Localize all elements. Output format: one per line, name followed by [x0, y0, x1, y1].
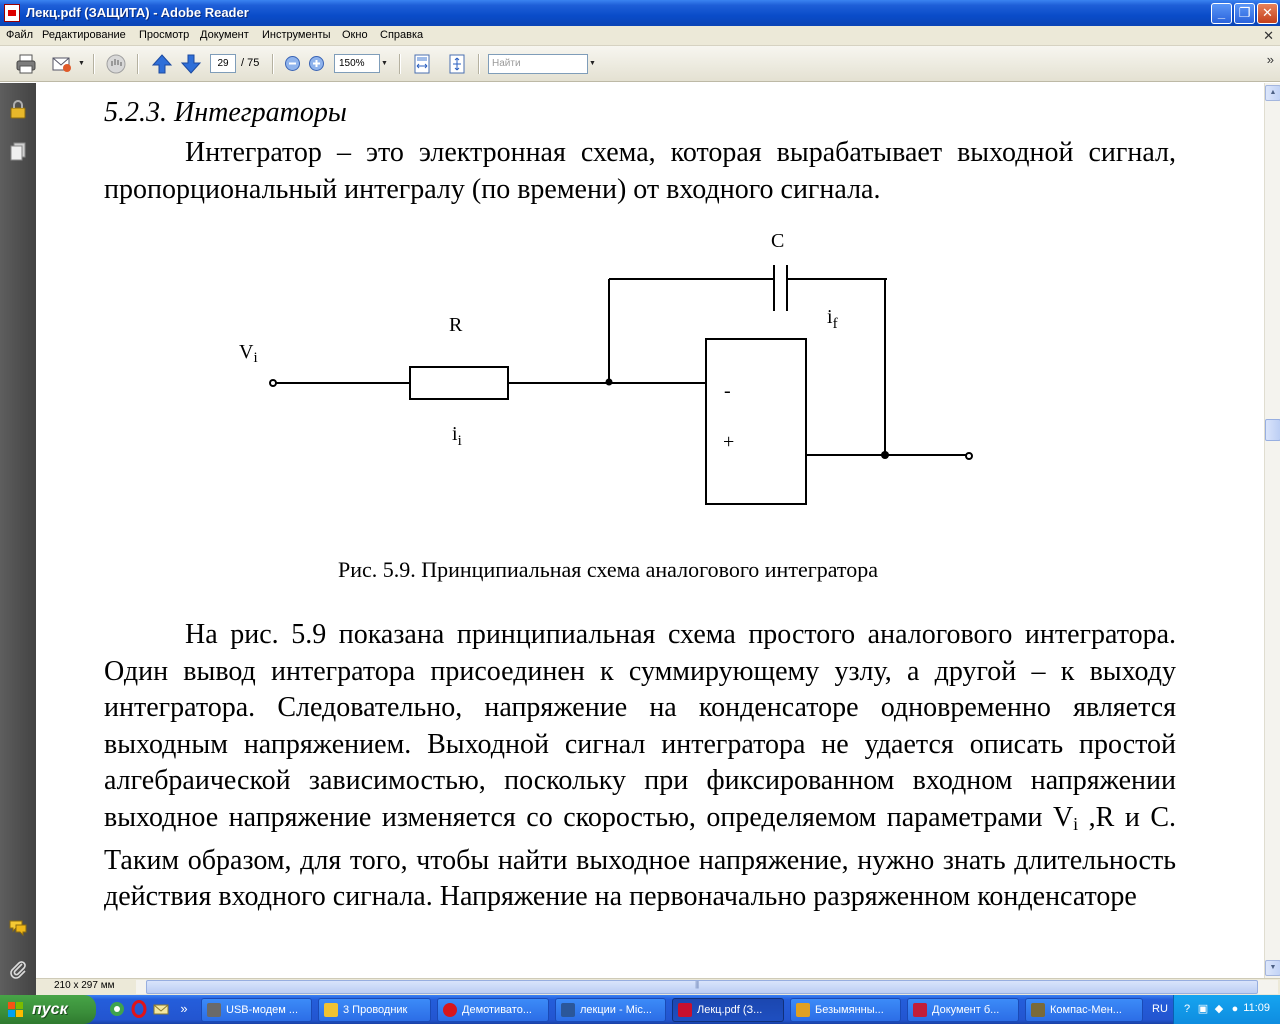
minimize-button[interactable]: _ — [1211, 3, 1232, 24]
toolbar-options-icon[interactable]: » — [1266, 52, 1274, 67]
menu-close-icon[interactable]: ✕ — [1263, 28, 1274, 43]
output-terminal — [966, 453, 972, 459]
horizontal-scrollbar[interactable] — [136, 980, 1278, 994]
language-indicator[interactable]: RU — [1152, 1003, 1168, 1015]
page-total: / 75 — [241, 57, 260, 69]
menu-bar — [0, 26, 1280, 46]
label-vi: $V_i$ — [239, 341, 258, 366]
task-kompas[interactable]: Компас-Мен... — [1025, 998, 1143, 1022]
arrow-icon[interactable]: » — [180, 1001, 188, 1016]
arrow-down-icon[interactable] — [179, 52, 203, 76]
fit-page-icon[interactable] — [445, 52, 469, 76]
task-word[interactable]: лекции - Mic... — [555, 998, 666, 1022]
document-view[interactable] — [36, 83, 1264, 978]
menu-view[interactable]: Просмотр — [139, 29, 190, 41]
task-usb-modem[interactable]: USB-модем ... — [201, 998, 312, 1022]
page-size: 210 x 297 мм — [54, 980, 115, 991]
window-title: Лекц.pdf (ЗАЩИТА) - Adobe Reader — [26, 5, 249, 20]
taskbar — [0, 995, 1280, 1024]
hand-tool-icon[interactable] — [104, 52, 128, 76]
label-if: $i_f$ — [827, 306, 838, 332]
menu-help[interactable]: Справка — [380, 29, 424, 41]
page-number-input[interactable]: 29 — [210, 54, 236, 73]
resistor — [410, 367, 508, 399]
task-paint[interactable]: Безымянны... — [790, 998, 901, 1022]
search-dropdown-icon[interactable]: ▼ — [589, 60, 596, 67]
menu-tools[interactable]: Инструменты — [262, 29, 331, 41]
horizontal-scroll-thumb[interactable] — [146, 980, 1258, 994]
lock-icon[interactable] — [8, 99, 28, 119]
zoom-in-icon[interactable] — [307, 54, 326, 73]
arrow-up-icon[interactable] — [150, 52, 174, 76]
label-noninverting-input: + — [723, 431, 735, 453]
zoom-dropdown-icon[interactable]: ▼ — [381, 60, 388, 67]
section-heading: 5.2.3. Интеграторы — [104, 97, 347, 128]
email-icon[interactable] — [50, 52, 74, 76]
label-ii: $i_i$ — [452, 423, 462, 449]
vertical-scrollbar[interactable] — [1264, 83, 1280, 978]
task-opera[interactable]: Демотивато... — [437, 998, 549, 1022]
title-bar — [0, 0, 1280, 26]
label-capacitor: C — [771, 230, 785, 252]
email-dropdown-icon[interactable]: ▼ — [78, 60, 85, 67]
attachments-icon[interactable] — [8, 959, 28, 979]
zoom-level-select[interactable]: 150% — [334, 54, 380, 73]
tray-volume-icon[interactable]: ◆ — [1214, 1003, 1224, 1015]
tray-network-icon[interactable]: ▣ — [1197, 1003, 1209, 1015]
pages-icon[interactable] — [8, 141, 28, 161]
label-resistor: R — [449, 314, 463, 336]
body-paragraph: На рис. 5.9 показана принципиальная схема простого аналогового интегратора. Один вывод интегратора присоединен к суммирующему узлу, а другой – к выходу интегратора. Следовательно, напряжение на конденсаторе одновременно является выходным напряжением. Выходной сигнал интегратора не удается описать простой алгебраической зависимостью, поскольку при фиксированном входном напряжении выходное напряжение изменяется со скоростью, определяемом параметрами Vi ,R и C. Таким образом, для того, чтобы найти выходное напряжение, нужно знать длительность действия входного сигнала. Напряжение на первоначально разряженном конденсаторе — [104, 619, 1176, 913]
integrator-schematic — [36, 83, 1264, 553]
system-tray — [1173, 995, 1280, 1024]
task-explorer[interactable]: 3 Проводник — [318, 998, 431, 1022]
task-adobe-reader[interactable]: Лекц.pdf (З... — [672, 998, 784, 1022]
navigation-pane — [0, 83, 36, 995]
fit-width-icon[interactable] — [410, 52, 434, 76]
status-bar — [36, 978, 1280, 995]
opera-icon[interactable] — [130, 1000, 148, 1018]
tray-antivirus-icon[interactable]: ● — [1231, 1003, 1239, 1015]
zoom-out-icon[interactable] — [283, 54, 302, 73]
pdf-file-icon — [4, 4, 20, 22]
comments-icon[interactable] — [8, 917, 28, 937]
scroll-down-icon[interactable]: ▼ — [1265, 960, 1280, 976]
windows-flag-icon — [8, 1002, 24, 1017]
scroll-up-icon[interactable]: ▲ — [1265, 85, 1280, 101]
close-button[interactable]: ✕ — [1257, 3, 1278, 24]
menu-file[interactable]: Файл — [6, 29, 34, 41]
intro-paragraph: Интегратор – это электронная схема, которая вырабатывает выходной сигнал, пропорциональный интегралу (по времени) от входного сигнала. — [104, 137, 1176, 205]
menu-edit[interactable]: Редактирование — [42, 29, 126, 41]
clock: 11:09 — [1243, 1002, 1270, 1014]
tray-help-icon[interactable]: ? — [1183, 1003, 1191, 1015]
menu-document[interactable]: Документ — [200, 29, 249, 41]
search-input[interactable]: Найти — [488, 54, 588, 74]
label-inverting-input: - — [724, 380, 731, 402]
maximize-button[interactable]: ❐ — [1234, 3, 1255, 24]
input-terminal — [270, 380, 276, 386]
start-button[interactable]: пуск — [0, 995, 96, 1024]
scroll-thumb[interactable] — [1265, 419, 1280, 441]
ie-icon[interactable] — [108, 1000, 126, 1018]
menu-window[interactable]: Окно — [342, 29, 368, 41]
output-node — [881, 451, 889, 459]
mail-icon[interactable] — [152, 1000, 170, 1018]
figure-caption: Рис. 5.9. Принципиальная схема аналогового интегратора — [337, 557, 879, 582]
summing-node — [606, 379, 613, 386]
task-document[interactable]: Документ б... — [907, 998, 1019, 1022]
print-icon[interactable] — [14, 52, 38, 76]
op-amp — [706, 339, 806, 504]
